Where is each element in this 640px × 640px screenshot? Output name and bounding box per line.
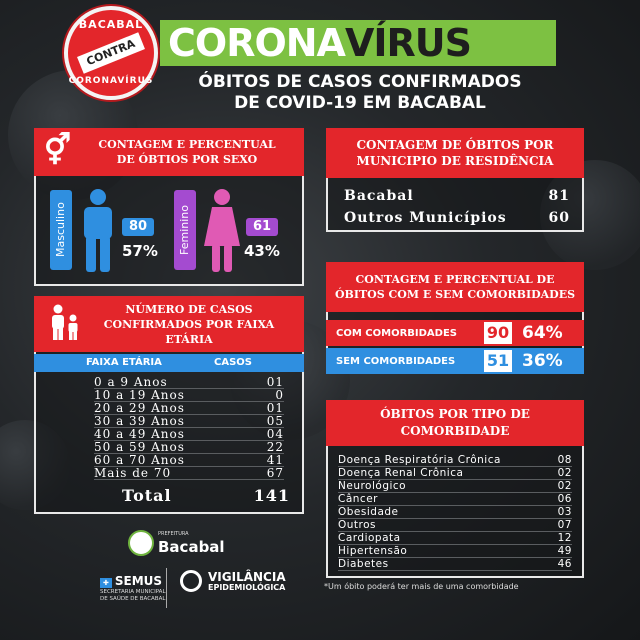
with-comorbidity-percent: 64% [522, 323, 563, 343]
age-cases: 22 [266, 440, 284, 454]
comorbidity-name: Doença Renal Crônica [338, 467, 464, 479]
comorbidity-name: Cardiopata [338, 532, 401, 544]
family-icon [48, 304, 82, 340]
logo-text-middle: CONTRA [77, 32, 145, 73]
gender-symbol-icon: ⚥ [44, 133, 72, 168]
with-comorbidity-count: 90 [484, 322, 512, 344]
comorbidity-name: Outros [338, 519, 377, 531]
municipal-seal-icon [128, 530, 154, 556]
list-item [338, 454, 572, 467]
column-header-age-range: FAIXA ETÁRIA [86, 357, 162, 368]
page-subtitle [170, 72, 550, 114]
comorbidity-value: 02 [557, 480, 572, 492]
comorbidity-value: 02 [557, 467, 572, 479]
municipality-value: 60 [548, 210, 570, 226]
vigilancia-title: VIGILÂNCIA [208, 569, 286, 584]
age-cases: 01 [266, 375, 284, 389]
prefeitura-name: Bacabal [158, 537, 225, 556]
subtitle-line-1: ÓBITOS DE CASOS CONFIRMADOS [198, 72, 522, 92]
list-item [338, 519, 572, 532]
age-cases: 41 [266, 453, 284, 467]
comorbidity-value: 46 [557, 558, 572, 570]
age-range: 30 a 39 Anos [94, 414, 185, 428]
without-comorbidity-label: SEM COMORBIDADES [336, 355, 456, 367]
municipality-name: Outros Municípios [344, 210, 507, 226]
comorbidity-type-title-1: ÓBITOS POR TIPO DE [380, 407, 530, 421]
age-table-header [34, 354, 304, 372]
comorbidity-name: Diabetes [338, 558, 389, 570]
age-title-3: ETÁRIA [165, 332, 213, 346]
male-person-icon [76, 188, 120, 274]
prefeitura-label: PREFEITURA [158, 530, 189, 537]
age-total-row [122, 486, 290, 505]
without-comorbidity-percent: 36% [522, 351, 563, 371]
comorbidity-title-2: ÓBITOS COM E SEM COMORBIDADES [334, 288, 576, 301]
female-person-icon [200, 188, 244, 274]
female-count-badge: 61 [246, 218, 278, 236]
bacabal-contra-coronavirus-logo [64, 6, 158, 100]
comorbidity-header [326, 262, 584, 312]
semus-subtitle-1: SECRETARIA MUNICIPAL [100, 589, 166, 595]
comorbidity-name: Neurológico [338, 480, 407, 492]
municipality-name: Bacabal [344, 188, 414, 204]
list-item [338, 467, 572, 480]
comorbidity-value: 12 [557, 532, 572, 544]
age-cases: 05 [266, 414, 284, 428]
age-title-1: NÚMERO DE CASOS [125, 302, 253, 316]
municipality-row [344, 210, 570, 226]
male-count-badge: 80 [122, 218, 154, 236]
table-row [94, 467, 284, 480]
title-banner [160, 20, 556, 66]
list-item [338, 506, 572, 519]
female-label: Feminino [174, 190, 196, 270]
deaths-by-sex-title-2: DE ÓBTIOS POR SEXO [116, 153, 258, 166]
deaths-by-sex-title-1: CONTAGEM E PERCENTUAL [98, 138, 276, 151]
semus-logo [100, 570, 166, 603]
semus-subtitle-2: DE SAÚDE DE BACABAL [100, 596, 166, 602]
deaths-by-municipality-header [326, 128, 584, 178]
with-comorbidity-label: COM COMORBIDADES [336, 327, 457, 339]
comorbidity-value: 03 [557, 506, 572, 518]
deaths-comorbidity-panel [326, 262, 584, 374]
male-percent: 57% [122, 242, 158, 260]
comorbidity-value: 06 [557, 493, 572, 505]
age-cases: 67 [266, 466, 284, 480]
age-range: 50 a 59 Anos [94, 440, 185, 454]
comorbidity-name: Câncer [338, 493, 378, 505]
age-cases: 04 [266, 427, 284, 441]
comorbidity-footnote: *Um óbito poderá ter mais de uma comorbidade [324, 582, 519, 591]
deaths-by-sex-panel [34, 128, 304, 286]
subtitle-line-2: DE COVID-19 EM BACABAL [234, 93, 486, 113]
comorbidity-name: Obesidade [338, 506, 399, 518]
cases-by-age-panel [34, 296, 304, 514]
prefeitura-bacabal-logo [128, 530, 225, 556]
deaths-by-comorbidity-type-panel [326, 400, 584, 578]
list-item [338, 532, 572, 545]
total-value: 141 [253, 486, 290, 505]
with-comorbidity-row [326, 320, 584, 346]
age-range: 10 a 19 Anos [94, 388, 185, 402]
municipality-title-1: CONTAGEM DE ÓBITOS POR [356, 138, 554, 152]
without-comorbidity-count: 51 [484, 350, 512, 372]
municipality-row [344, 188, 570, 204]
semus-cross-icon: ✚ [100, 578, 112, 588]
comorbidity-value: 07 [557, 519, 572, 531]
semus-name: SEMUS [114, 574, 163, 588]
age-cases: 0 [275, 388, 284, 402]
comorbidity-type-header [326, 400, 584, 446]
footer-divider [166, 568, 167, 608]
age-range: Mais de 70 [94, 466, 172, 480]
vigilancia-logo [180, 570, 286, 592]
list-item [338, 558, 572, 571]
age-range: 0 a 9 Anos [94, 375, 168, 389]
deaths-by-sex-header [34, 128, 304, 176]
age-cases: 01 [266, 401, 284, 415]
municipality-value: 81 [548, 188, 570, 204]
age-range: 20 a 29 Anos [94, 401, 185, 415]
title-part-corona: CORONA [168, 21, 345, 65]
comorbidity-name: Doença Respiratória Crônica [338, 454, 501, 466]
comorbidity-type-title-2: COMORBIDADE [400, 424, 510, 438]
deaths-by-municipality-panel [326, 128, 584, 232]
list-item [338, 545, 572, 558]
without-comorbidity-row [326, 348, 584, 374]
comorbidity-name: Hipertensão [338, 545, 408, 557]
column-header-cases: CASOS [214, 357, 252, 368]
list-item [338, 480, 572, 493]
vigilancia-subtitle: EPIDEMIOLÓGICA [208, 582, 286, 592]
age-title-2: CONFIRMADOS POR FAIXA [103, 317, 275, 331]
age-range: 60 a 70 Anos [94, 453, 185, 467]
logo-text-bottom: CORONAVÍRUS [68, 76, 154, 86]
list-item [338, 493, 572, 506]
vigilancia-swirl-icon [180, 570, 202, 592]
logo-text-top: BACABAL [78, 18, 144, 31]
male-label: Masculino [50, 190, 72, 270]
age-range: 40 a 49 Anos [94, 427, 185, 441]
total-label: Total [122, 486, 172, 505]
title-part-virus: VÍRUS [344, 21, 472, 65]
age-header [34, 296, 304, 352]
female-percent: 43% [244, 242, 280, 260]
comorbidity-value: 49 [557, 545, 572, 557]
adult-child-icon [48, 304, 82, 346]
comorbidity-title-1: CONTAGEM E PERCENTUAL DE [355, 273, 555, 286]
municipality-title-2: MUNICIPIO DE RESIDÊNCIA [356, 154, 554, 168]
comorbidity-value: 08 [557, 454, 572, 466]
